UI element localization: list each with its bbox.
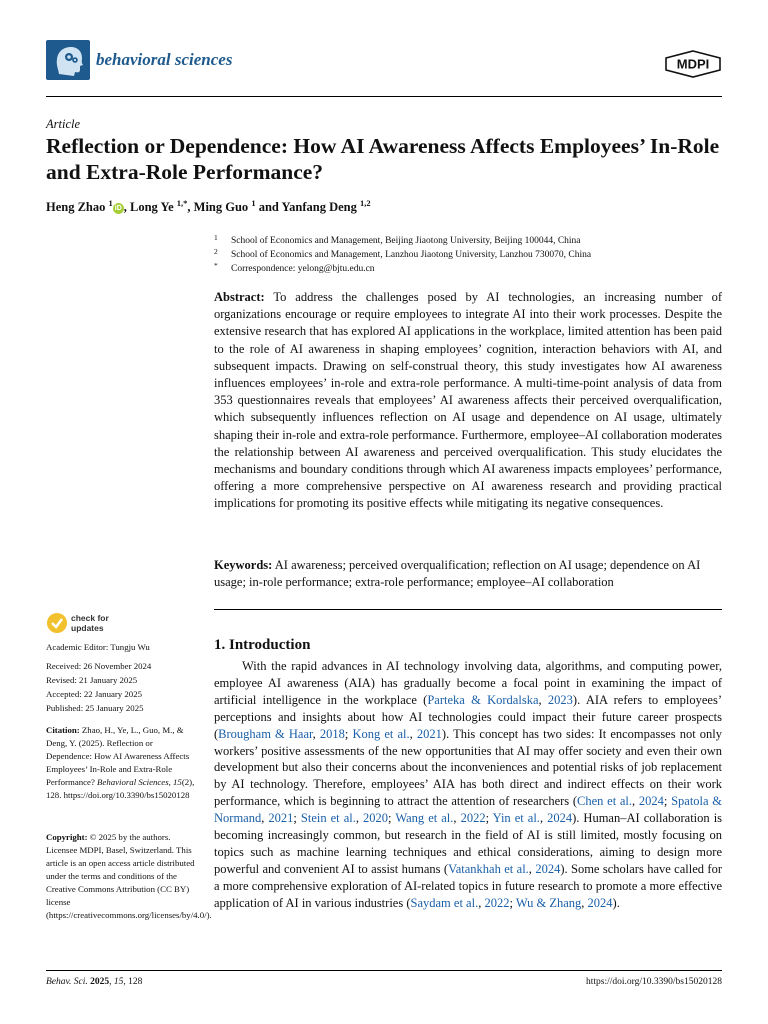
section-heading-introduction: 1. Introduction <box>214 637 311 653</box>
body-text: , <box>409 726 417 741</box>
published-date: Published: 25 January 2025 <box>46 703 144 713</box>
author-affiliation-mark: 1 <box>108 198 113 208</box>
citation-link[interactable]: Saydam et al. <box>410 895 479 910</box>
citation-journal: Behavioral Sciences <box>97 777 169 787</box>
author-affiliation-mark: 1,* <box>176 198 188 208</box>
citation-rest: (2), 128. https://doi.org/10.3390/bs15020128 <box>46 777 195 800</box>
author-name[interactable]: Heng Zhao <box>46 200 106 215</box>
affiliations <box>214 233 592 278</box>
citation-link[interactable]: 2022 <box>460 811 486 826</box>
introduction-paragraph <box>214 658 722 912</box>
footer-volume: 15 <box>113 977 124 987</box>
citation-link[interactable]: Wang et al. <box>395 811 454 826</box>
affiliation-item <box>214 261 591 278</box>
check-for-updates-badge[interactable] <box>46 612 126 638</box>
author-name[interactable]: Ming Guo <box>193 200 249 215</box>
mdpi-logo-text: MDPI <box>676 56 710 72</box>
author-name[interactable]: Yanfang Deng <box>281 200 357 215</box>
check-updates-line1: check for <box>71 613 109 623</box>
footer-doi[interactable]: https://doi.org/10.3390/bs15020128 <box>585 977 722 987</box>
affiliation-text: School of Economics and Management, Lanzhou Jiaotong University, Lanzhou 730070, China <box>231 250 592 260</box>
keywords-text: AI awareness; perceived overqualification; reflection on AI usage; dependence on AI usage; in-role performance; extra-role performance; employee–AI collaboration <box>214 558 701 590</box>
citation-link[interactable]: Vatankhah et al. <box>448 861 529 876</box>
author-separator: and <box>255 200 282 215</box>
body-text: , <box>528 861 536 876</box>
author-affiliation-mark: 1 <box>251 198 256 208</box>
keywords-divider <box>214 609 722 610</box>
article-type: Article <box>46 117 81 131</box>
author-list <box>46 198 371 215</box>
copyright-text: © 2025 by the authors. Licensee MDPI, Basel, Switzerland. This article is an open access article distributed under the terms and conditions of the Creative Commons Attribution (CC BY) license (https://creativecommons.org/licenses/by/4.0/). <box>46 832 212 920</box>
citation-volume: 15 <box>173 777 182 787</box>
citation-text: Zhao, H., Ye, L., Guo, M., & Deng, Y. (2025). Reflection or Dependence: How AI Awareness Affects Employees’ In-Role and Extra-Role Performance? <box>46 725 190 787</box>
author-separator: , <box>187 200 194 215</box>
received-date: Received: 26 November 2024 <box>46 661 152 671</box>
orcid-icon[interactable]: iD <box>114 205 122 213</box>
citation-label: Citation: <box>46 725 80 735</box>
author-affiliation-mark: 1,2 <box>360 198 371 208</box>
footer-article-no: , 128 <box>123 977 143 987</box>
journal-name: behavioral sciences <box>96 50 233 69</box>
copyright-label: Copyright: <box>46 832 88 842</box>
body-text: , <box>478 895 485 910</box>
keywords-label: Keywords: <box>214 558 273 572</box>
abstract-text: To address the challenges posed by AI technologies, an increasing number of organizations encourage or require employees to integrate AI into their work processes. Despite the extensive research that has explored AI applications in the workplace, limited attention has been paid to the role of AI awareness in shaping employees’ cognition, interaction behaviors with AI, and subsequent impacts. Drawing on self-construal theory, this study investigates how AI awareness influences employees’ in-role and extra-role performance. A multi-time-point analysis of data from 353 questionnaires reveals that employees’ AI awareness affects their perceived overqualification, which subsequently influences reflection on AI usage and dependence on AI usage, ultimately shaping their in-role and extra-role performance. Furthermore, employee–AI collaboration moderates the relationship between AI awareness and perceived overqualification. This study elucidates the mechanisms and boundary conditions through which AI awareness impacts employees’ performance, offering a more comprehensive perspective on AI awareness research and providing practical implications for promoting its positive effects while mitigating its negative consequences. <box>214 290 722 511</box>
body-text: ). Some scholars have called for a more comprehensive exploration of AI-related topics in future research to promote a more effective application of AI in various industries ( <box>214 861 722 910</box>
body-text: ; <box>344 726 353 741</box>
citation-link[interactable]: Kong et al. <box>352 726 410 741</box>
affiliation-text: School of Economics and Management, Beijing Jiaotong University, Beijing 100044, China <box>231 236 581 246</box>
body-text: , <box>538 692 548 707</box>
body-text: ). Human–AI collaboration is becoming increasingly common, but research in the field of AI is still limited, mostly focusing on topics such as machine learning techniques and ethical considerations, aiming to design more powerful and convenient AI to assist humans ( <box>214 811 723 876</box>
article-title: Reflection or Dependence: How AI Awareness Affects Employees’ In-Role and Extra-Role Performance? <box>46 134 720 184</box>
citation-link[interactable]: 2020 <box>363 811 389 826</box>
citation-link[interactable]: 2024 <box>535 861 561 876</box>
abstract <box>214 289 722 513</box>
citation-link[interactable]: 2024 <box>638 794 664 809</box>
author-separator: , <box>123 200 131 215</box>
affiliation-item <box>214 247 592 264</box>
body-text: , <box>312 726 320 741</box>
check-updates-line2: updates <box>71 623 104 633</box>
affiliation-mark: 1 <box>214 233 218 242</box>
body-text: ; <box>509 895 516 910</box>
body-text: ; <box>663 794 672 809</box>
body-text: ; <box>293 811 301 826</box>
citation-link[interactable]: Wu & Zhang <box>515 895 582 910</box>
body-text: ). <box>612 895 620 910</box>
citation-link[interactable]: Stein et al. <box>300 811 356 826</box>
footer-divider <box>46 970 722 971</box>
mdpi-logo <box>664 50 722 78</box>
body-text: ; <box>485 811 493 826</box>
citation-link[interactable]: Yin et al. <box>492 811 540 826</box>
body-text: , <box>632 794 639 809</box>
journal-logo <box>46 40 90 80</box>
citation-link[interactable]: 2018 <box>319 726 345 741</box>
keywords <box>214 557 722 591</box>
body-text: , <box>581 895 588 910</box>
author-name[interactable]: Long Ye <box>130 200 174 215</box>
body-text: ; <box>388 811 396 826</box>
body-text: ). This concept has two sides: It encompasses not only workers’ positive assessments of the new opportunities that AI may offer society and even their own development but also their concerns about the inconveniences and potential risks of job replacement by AI technology. Therefore, employees’ AIA has both direct and indirect effects on their work performance, which is beginning to attract the attention of researchers ( <box>214 726 723 809</box>
affiliation-item <box>214 233 591 250</box>
citation-link[interactable]: 2023 <box>547 692 573 707</box>
citation-link[interactable]: 2024 <box>547 811 573 826</box>
citation-link[interactable]: 2024 <box>587 895 613 910</box>
citation-link[interactable]: Chen et al. <box>577 794 633 809</box>
citation-link[interactable]: 2022 <box>484 895 510 910</box>
citation-link[interactable]: 2021 <box>416 726 442 741</box>
affiliation-mark: * <box>214 261 218 270</box>
footer-journal: Behav. Sci. <box>46 977 88 987</box>
citation-link[interactable]: Brougham & Haar <box>218 726 313 741</box>
header-divider <box>46 96 722 97</box>
body-text: , <box>355 811 364 826</box>
footer-year: 2025 <box>90 977 110 987</box>
revised-date: Revised: 21 January 2025 <box>46 675 138 685</box>
academic-editor: Academic Editor: Tungju Wu <box>46 642 150 652</box>
citation-link[interactable]: Parteka & Kordalska <box>427 692 539 707</box>
body-text: ). AIA refers to employees’ perceptions and insights about how AI technologies could impact their future career prospects ( <box>214 692 723 741</box>
affiliation-text: Correspondence: yelong@bjtu.edu.cn <box>231 264 375 274</box>
body-text: , <box>539 811 548 826</box>
body-text: With the rapid advances in AI technology involving data, algorithms, and computing power, employee AI awareness (AIA) has gradually become a focal point in examining the impact of artificial intelligence in the workplace ( <box>214 659 722 707</box>
affiliation-mark: 2 <box>214 247 218 256</box>
citation-link[interactable]: Spatola & Normand <box>214 794 722 826</box>
accepted-date: Accepted: 22 January 2025 <box>46 689 143 699</box>
citation-link[interactable]: 2021 <box>268 811 294 826</box>
body-text: , <box>453 811 461 826</box>
check-updates-icon <box>46 612 68 634</box>
body-text: , <box>261 811 269 826</box>
footer-citation: Behav. Sci. 2025, 15, 128 <box>46 977 143 987</box>
copyright <box>46 831 212 922</box>
abstract-label: Abstract: <box>214 290 265 304</box>
citation: Citation: Zhao, H., Ye, L., Guo, M., & Deng, Y. (2025). Reflection or Dependence: How AI Awareness Affects Employees’ In-Role and Extra-Role Performance? Behavioral Sciences, 15(2), 128. https://doi.org/10.3390/bs15020128 <box>46 725 195 800</box>
